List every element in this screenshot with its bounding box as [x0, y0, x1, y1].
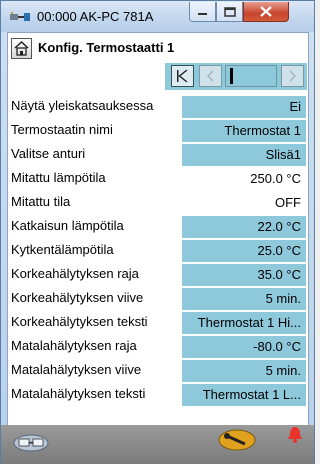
parameter-label: Korkeahälytyksen teksti	[11, 314, 148, 329]
text-cursor	[230, 68, 233, 84]
parameter-value-field[interactable]: -80.0 °C	[182, 336, 306, 358]
page-title: Konfig. Termostaatti 1	[38, 40, 175, 55]
parameter-value: OFF	[275, 195, 301, 210]
close-button[interactable]	[243, 2, 289, 22]
parameter-value-field[interactable]: 22.0 °C	[182, 216, 306, 238]
page-input[interactable]	[225, 65, 277, 87]
first-page-button[interactable]	[171, 65, 194, 87]
parameter-label: Matalahälytyksen viive	[11, 362, 142, 377]
content-panel	[7, 32, 309, 428]
parameter-row	[8, 167, 308, 191]
parameter-row[interactable]	[8, 359, 308, 383]
parameter-row[interactable]	[8, 95, 308, 119]
parameter-row[interactable]	[8, 215, 308, 239]
parameter-label: Mitattu tila	[11, 194, 71, 209]
previous-page-icon	[200, 66, 221, 86]
parameter-label: Mitattu lämpötila	[11, 170, 106, 185]
minimize-icon	[198, 8, 208, 16]
parameter-row[interactable]	[8, 287, 308, 311]
next-page-icon	[282, 66, 303, 86]
network-status-icon[interactable]	[13, 432, 49, 452]
parameter-value-field[interactable]: Thermostat 1 L...	[182, 384, 306, 406]
parameter-label: Termostaatin nimi	[11, 122, 113, 137]
close-icon	[260, 6, 272, 17]
next-page-button[interactable]	[281, 65, 304, 87]
parameter-row[interactable]	[8, 143, 308, 167]
parameter-row[interactable]	[8, 311, 308, 335]
parameter-value-field[interactable]: 5 min.	[182, 360, 306, 382]
parameter-label: Valitse anturi	[11, 146, 86, 161]
parameter-row[interactable]	[8, 119, 308, 143]
parameter-value: 250.0 °C	[250, 171, 301, 186]
parameter-row[interactable]	[8, 383, 308, 407]
wrench-icon[interactable]	[218, 429, 256, 451]
parameter-value-field[interactable]: 35.0 °C	[182, 264, 306, 286]
maximize-icon	[224, 7, 236, 17]
parameter-value-field[interactable]: Thermostat 1 Hi...	[182, 312, 306, 334]
parameter-value-field[interactable]: 25.0 °C	[182, 240, 306, 262]
parameter-label: Näytä yleiskatsauksessa	[11, 98, 154, 113]
first-page-icon	[172, 66, 193, 86]
parameter-list	[8, 95, 308, 407]
parameter-label: Kytkentälämpötila	[11, 242, 114, 257]
home-icon	[12, 39, 31, 58]
window-title: 00:000 AK-PC 781A	[37, 9, 154, 24]
parameter-value-field[interactable]: Slisä1	[182, 144, 306, 166]
parameter-value-field[interactable]: Ei	[182, 96, 306, 118]
alarm-bell-icon[interactable]	[285, 425, 305, 445]
status-bar	[1, 425, 314, 464]
parameter-row[interactable]	[8, 335, 308, 359]
parameter-label: Matalahälytyksen teksti	[11, 386, 146, 401]
page-navigator	[165, 63, 307, 90]
minimize-button[interactable]	[189, 2, 216, 22]
parameter-label: Matalahälytyksen raja	[11, 338, 137, 353]
network-plug-icon	[9, 9, 31, 25]
parameter-row[interactable]	[8, 239, 308, 263]
page-header	[8, 33, 308, 61]
previous-page-button[interactable]	[199, 65, 222, 87]
parameter-value-field[interactable]: Thermostat 1	[182, 120, 306, 142]
parameter-value-field[interactable]: 5 min.	[182, 288, 306, 310]
parameter-label: Korkeahälytyksen viive	[11, 290, 144, 305]
title-bar[interactable]	[1, 1, 314, 32]
parameter-label: Katkaisun lämpötila	[11, 218, 124, 233]
maximize-button[interactable]	[216, 2, 243, 22]
parameter-row	[8, 191, 308, 215]
parameter-row[interactable]	[8, 263, 308, 287]
home-button[interactable]	[11, 38, 32, 59]
parameter-label: Korkeahälytyksen raja	[11, 266, 139, 281]
